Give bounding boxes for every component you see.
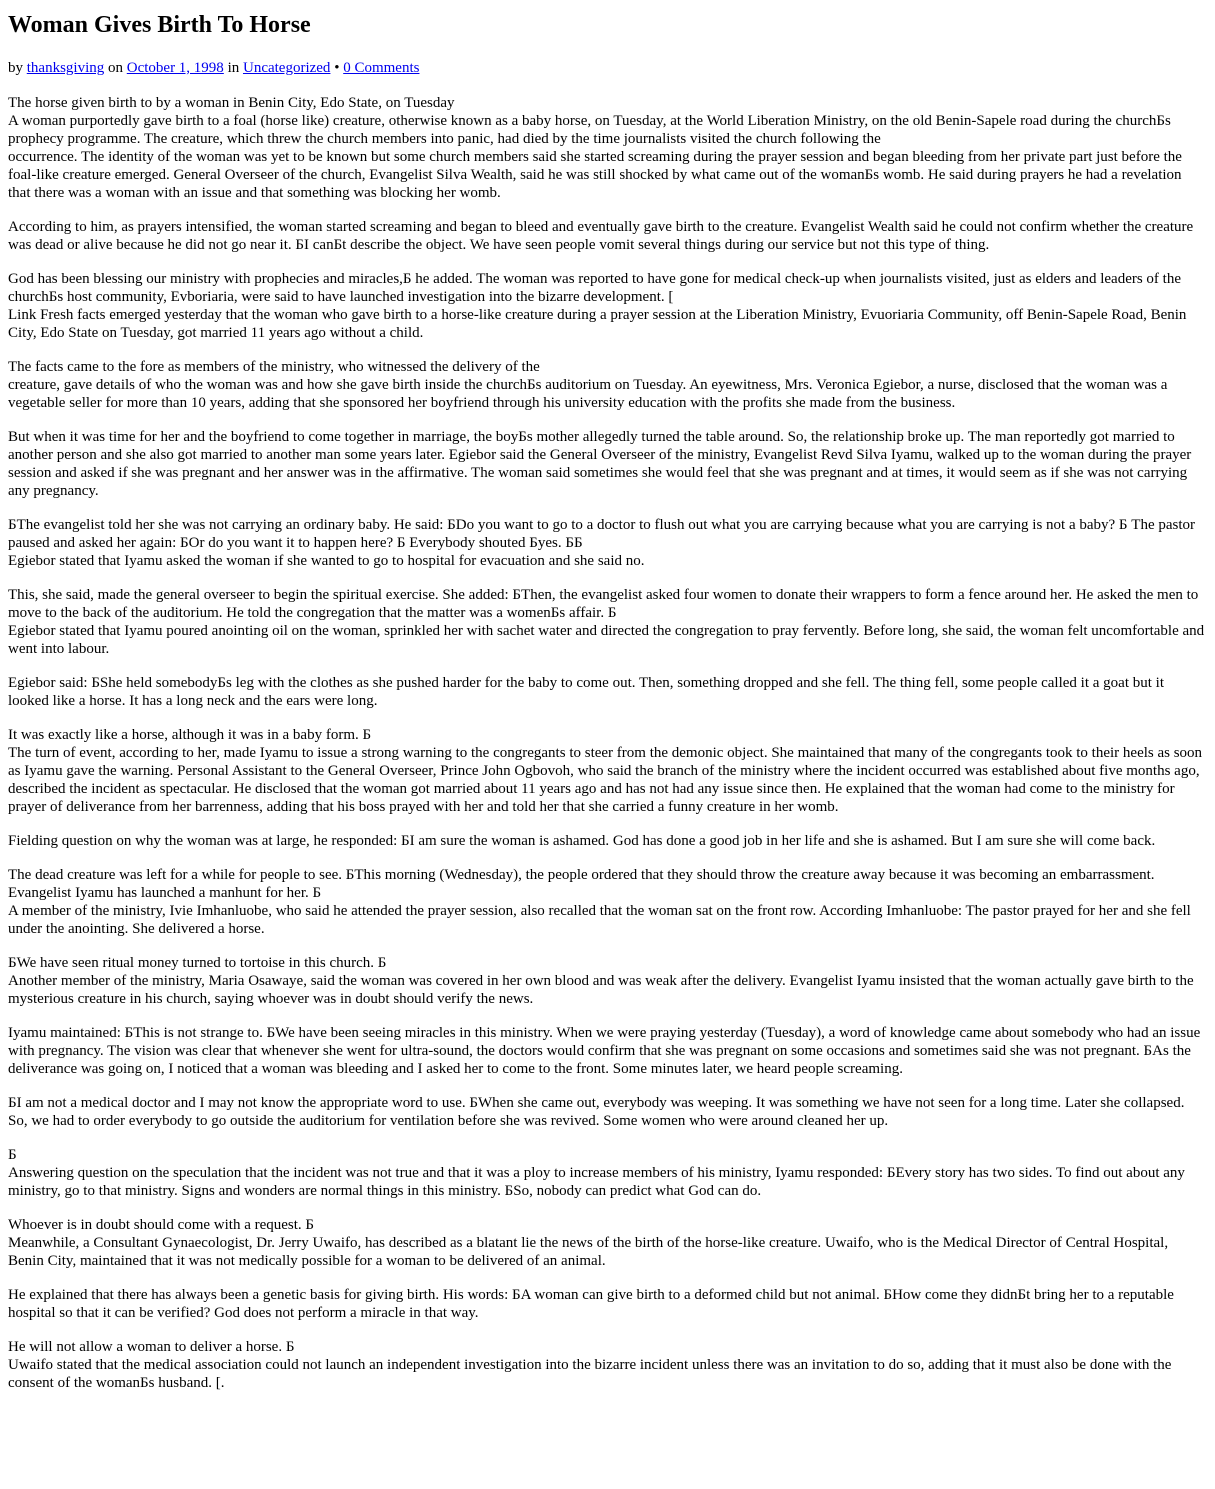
paragraph-line: This, she said, made the general overseer to begin the spiritual exercise. She added: БThen, the evangelist asked four women to donate their wrappers to form a fence around her. He asked the men to move to the back of the auditorium. He told the congregation that the matter was a womenБs affair. Б	[8, 587, 1199, 621]
author-link[interactable]: thanksgiving	[26, 60, 105, 76]
paragraph	[8, 270, 1207, 342]
paragraph	[8, 358, 1207, 412]
meta-in: in	[227, 60, 240, 76]
category-link[interactable]: Uncategorized	[242, 60, 331, 76]
paragraph-line: God has been blessing our ministry with prophecies and miracles,Б he added. The woman was reported to have gone for medical check-up when journalists visited, just as elders and leaders of the churchБs host community, Evboriaria, were said to have launched investigation into the bizarre development. [	[8, 271, 1182, 305]
paragraph-line: Whoever is in doubt should come with a request. Б	[8, 1217, 315, 1233]
paragraph	[8, 516, 1207, 570]
paragraph	[8, 428, 1207, 500]
paragraph	[8, 1338, 1207, 1392]
paragraph	[8, 954, 1207, 1008]
paragraph-line: БWe have seen ritual money turned to tortoise in this church. Б	[8, 955, 387, 971]
paragraph-line: Answering question on the speculation that the incident was not true and that it was a ploy to increase members of his ministry, Iyamu responded: БEvery story has two sides. To find out about any ministry, go to that ministry. Signs and wonders are normal things in this ministry. БSo, nobody can predict what God can do.	[8, 1165, 1185, 1199]
paragraph-line: He explained that there has always been a genetic basis for giving birth. His words: БA woman can give birth to a deformed child but not animal. БHow come they didnБt bring her to a reputable hospital so that it can be verified? God does not perform a miracle in that way.	[8, 1287, 1174, 1321]
paragraph	[8, 726, 1207, 816]
paragraph	[8, 1094, 1207, 1130]
paragraph-line: It was exactly like a horse, although it was in a baby form. Б	[8, 727, 372, 743]
paragraph-line: Link Fresh facts emerged yesterday that the woman who gave birth to a horse-like creature during a prayer session at the Liberation Ministry, Evuoriaria Community, off Benin-Sapele Road, Benin City, Edo State on Tuesday, got married 11 years ago without a child.	[8, 307, 1187, 341]
paragraph	[8, 218, 1207, 254]
paragraph-line: Egiebor stated that Iyamu poured anointing oil on the woman, sprinkled her with sachet water and directed the congregation to pray fervently. Before long, she said, the woman felt uncomfortable and went into labour.	[8, 623, 1205, 657]
paragraph	[8, 1146, 1207, 1200]
meta-by: by	[8, 60, 23, 76]
paragraph-line: A woman purportedly gave birth to a foal (horse like) creature, otherwise known as a baby horse, on Tuesday, at the World Liberation Ministry, on the old Benin-Sapele road during the churchБs prophecy programme. The creature, which threw the church members into panic, had died by the time journalists visited the church following the	[8, 113, 1171, 147]
paragraph	[8, 674, 1207, 710]
paragraph-line: Uwaifo stated that the medical association could not launch an independent investigation into the bizarre incident unless there was an invitation to do so, adding that it must also be done with the consent of the womanБs husband. [.	[8, 1357, 1172, 1391]
paragraph-line: But when it was time for her and the boyfriend to come together in marriage, the boyБs mother allegedly turned the table around. So, the relationship broke up. The man reportedly got married to another person and she also got married to another man some years later. Egiebor said the General Overseer of the ministry, Evangelist Revd Silva Iyamu, walked up to the woman during the prayer session and asked if she was pregnant and her answer was in the affirmative. The woman said sometimes she would feel that she was pregnant and at times, it would seem as if she was not carrying any pregnancy.	[8, 429, 1192, 499]
paragraph-line: Fielding question on why the woman was at large, he responded: БI am sure the woman is ashamed. God has done a good job in her life and she is ashamed. But I am sure she will come back.	[8, 833, 1156, 849]
paragraph	[8, 832, 1207, 850]
paragraph-line: occurrence. The identity of the woman was yet to be known but some church members said she started screaming during the prayer session and began bleeding from her private part just before the foal-like creature emerged. General Overseer of the church, Evangelist Silva Wealth, said he was still shocked by what came out of the womanБs womb. He said during prayers he had a revelation that there was a woman with an issue and that something was blocking her womb.	[8, 149, 1182, 201]
paragraph-line: Б	[8, 1147, 17, 1163]
paragraph	[8, 586, 1207, 658]
post-content	[8, 94, 1207, 1392]
paragraph-line: The horse given birth to by a woman in Benin City, Edo State, on Tuesday	[8, 95, 455, 111]
paragraph-line: Egiebor said: БShe held somebodyБs leg with the clothes as she pushed harder for the baby to come out. Then, something dropped and she fell. The thing fell, some people called it a goat but it looked like a horse. It has a long neck and the ears were long.	[8, 675, 1164, 709]
post-title: Woman Gives Birth To Horse	[8, 12, 311, 38]
paragraph-line: Egiebor stated that Iyamu asked the woman if she wanted to go to hospital for evacuation and she said no.	[8, 553, 645, 569]
paragraph-line: According to him, as prayers intensified, the woman started screaming and began to bleed and eventually gave birth to the creature. Evangelist Wealth said he could not confirm whether the creature was dead or alive because he did not go near it. БI canБt describe the object. We have seen people vomit several things during our service but not this type of thing.	[8, 219, 1194, 253]
paragraph-line: Another member of the ministry, Maria Osawaye, said the woman was covered in her own blood and was weak after the delivery. Evangelist Iyamu insisted that the woman actually gave birth to the mysterious creature in his church, saying whoever was in doubt should verify the news.	[8, 973, 1194, 1007]
paragraph-line: The turn of event, according to her, made Iyamu to issue a strong warning to the congregants to steer from the demonic object. She maintained that many of the congregants took to their heels as soon as Iyamu gave the warning. Personal Assistant to the General Overseer, Prince John Ogbovoh, who said the branch of the ministry where the incident occurred was established about five months ago, described the incident as spectacular. He disclosed that the woman got married about 11 years ago and has not had any issue since then. He explained that the woman had come to the ministry for prayer of deliverance from her barrenness, adding that his boss prayed with her and told her that she carried a funny creature in her womb.	[8, 745, 1203, 815]
paragraph-line: БThe evangelist told her she was not carrying an ordinary baby. He said: БDo you want to go to a doctor to flush out what you are carrying because what you are carrying is not a baby? Б The pastor paused and asked her again: БOr do you want it to happen here? Б Everybody shouted Бyes. ББ	[8, 517, 1196, 551]
paragraph	[8, 1024, 1207, 1078]
paragraph-line: The facts came to the fore as members of the ministry, who witnessed the delivery of the	[8, 359, 540, 375]
paragraph-line: The dead creature was left for a while for people to see. БThis morning (Wednesday), the people ordered that they should throw the creature away because it was becoming an embarrassment. Evangelist Iyamu has launched a manhunt for her. Б	[8, 867, 1155, 901]
paragraph-line: Meanwhile, a Consultant Gynaecologist, Dr. Jerry Uwaifo, has described as a blatant lie the news of the birth of the horse-like creature. Uwaifo, who is the Medical Director of Central Hospital, Benin City, maintained that it was not medically possible for a woman to be delivered of an animal.	[8, 1235, 1169, 1269]
comments-link[interactable]: 0 Comments	[343, 60, 420, 76]
paragraph	[8, 1216, 1207, 1270]
paragraph-line: Iyamu maintained: БThis is not strange to. БWe have been seeing miracles in this ministry. When we were praying yesterday (Tuesday), a word of knowledge came about somebody who had an issue with pregnancy. The vision was clear that whenever she went for ultra-sound, the doctors would confirm that she was pregnant on some occasions and sometimes said she was not pregnant. БAs the deliverance was going on, I noticed that a woman was bleeding and I asked her to come to the front. Some minutes later, we heard people screaming.	[8, 1025, 1201, 1077]
paragraph-line: creature, gave details of who the woman was and how she gave birth inside the churchБs auditorium on Tuesday. An eyewitness, Mrs. Veronica Egiebor, a nurse, disclosed that the woman was a vegetable seller for more than 10 years, adding that she sponsored her boyfriend through his university education with the profits she made from the business.	[8, 377, 1168, 411]
paragraph	[8, 1286, 1207, 1322]
post-meta	[8, 59, 1207, 77]
paragraph-line: He will not allow a woman to deliver a horse. Б	[8, 1339, 295, 1355]
paragraph-line: A member of the ministry, Ivie Imhanluobe, who said he attended the prayer session, also recalled that the woman sat on the front row. According Imhanluobe: The pastor prayed for her and she fell under the anointing. She delivered a horse.	[8, 903, 1191, 937]
post	[0, 11, 1215, 1392]
paragraph-line: БI am not a medical doctor and I may not know the appropriate word to use. БWhen she came out, everybody was weeping. It was something we have not seen for a long time. Later she collapsed. So, we had to order everybody to go outside the auditorium for ventilation before she was revived. Some women who were around cleaned her up.	[8, 1095, 1185, 1129]
paragraph	[8, 866, 1207, 938]
paragraph	[8, 94, 1207, 202]
meta-on: on	[108, 60, 123, 76]
meta-bullet: •	[334, 60, 340, 76]
date-link[interactable]: October 1, 1998	[126, 60, 224, 76]
